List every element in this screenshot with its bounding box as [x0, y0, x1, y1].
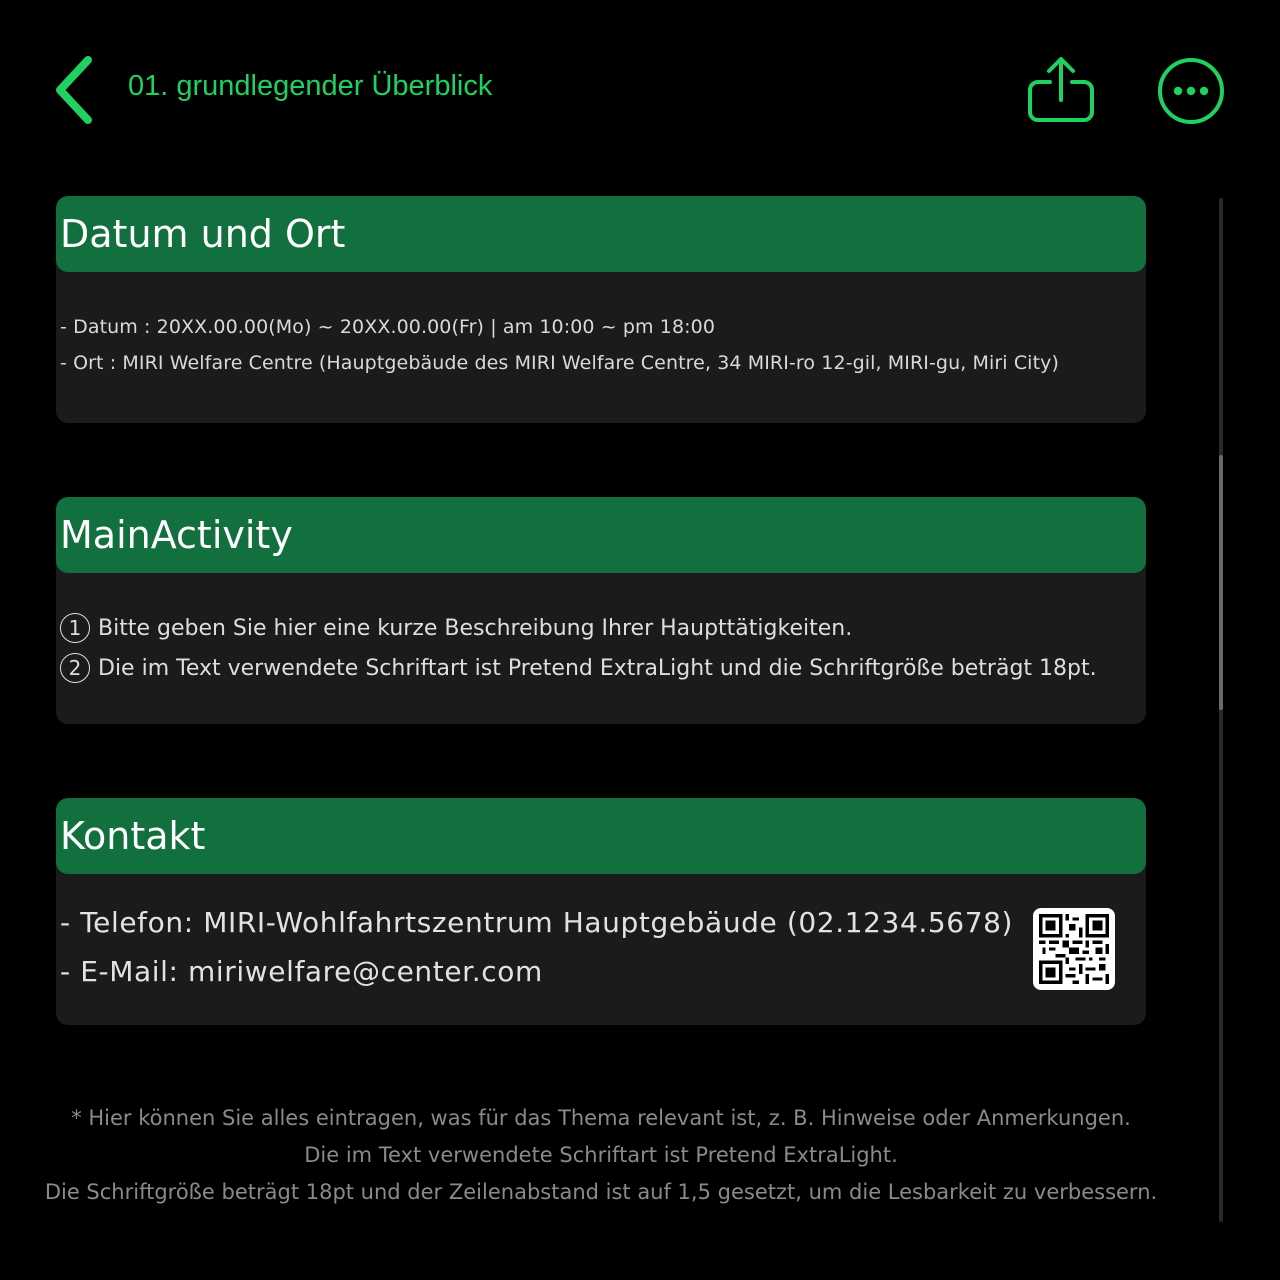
qr-code-icon[interactable]: [1033, 908, 1115, 990]
back-button[interactable]: [50, 52, 106, 128]
circled-number-1: 1: [60, 613, 90, 643]
location-line: - Ort : MIRI Welfare Centre (Hauptgebäude des MIRI Welfare Centre, 34 MIRI-ro 12-gil, MIRI-gu, Miri City): [60, 352, 1059, 374]
list-item: [60, 613, 1146, 643]
footnote-line: * Hier können Sie alles eintragen, was für das Thema relevant ist, z. B. Hinweise oder Anmerkungen.: [71, 1106, 1131, 1130]
share-button[interactable]: [1024, 54, 1098, 126]
section-date-location: [56, 196, 1146, 423]
section-main-activity: [56, 497, 1146, 724]
list-item-text: Bitte geben Sie hier eine kurze Beschreibung Ihrer Haupttätigkeiten.: [98, 615, 853, 641]
share-icon: [1024, 54, 1098, 126]
circled-number-2: 2: [60, 653, 90, 683]
more-options-button[interactable]: [1156, 56, 1226, 126]
email-line: - E-Mail: miriwelfare@center.com: [60, 955, 543, 988]
navigation-bar: [0, 0, 1280, 180]
list-item: [60, 653, 1146, 683]
section-header: [56, 798, 1146, 874]
footnote: [0, 1100, 1202, 1211]
footnote-line: Die im Text verwendete Schriftart ist Pretend ExtraLight.: [304, 1143, 898, 1167]
section-body: [56, 316, 1146, 374]
section-title: Datum und Ort: [60, 212, 346, 256]
section-title: Kontakt: [60, 814, 206, 858]
ellipsis-circle-icon: [1156, 56, 1226, 126]
footnote-line: Die Schriftgröße beträgt 18pt und der Zeilenabstand ist auf 1,5 gesetzt, um die Lesbarkeit zu verbessern.: [44, 1180, 1158, 1204]
section-contact: [56, 798, 1146, 1025]
section-header: [56, 196, 1146, 272]
scrollbar-track[interactable]: [1219, 198, 1223, 1222]
page-title: 01. grundlegender Überblick: [128, 70, 493, 102]
list-item-text: Die im Text verwendete Schriftart ist Pretend ExtraLight und die Schriftgröße beträgt 18pt.: [98, 655, 1097, 681]
date-line: - Datum : 20XX.00.00(Mo) ~ 20XX.00.00(Fr) | am 10:00 ~ pm 18:00: [60, 316, 716, 338]
section-header: [56, 497, 1146, 573]
section-title: MainActivity: [60, 513, 293, 557]
section-body: [56, 613, 1146, 683]
phone-line: - Telefon: MIRI-Wohlfahrtszentrum Hauptgebäude (02.1234.5678): [60, 906, 1014, 939]
section-body: [56, 906, 1146, 988]
scrollbar-thumb[interactable]: [1219, 455, 1223, 710]
chevron-left-icon: [50, 52, 106, 128]
